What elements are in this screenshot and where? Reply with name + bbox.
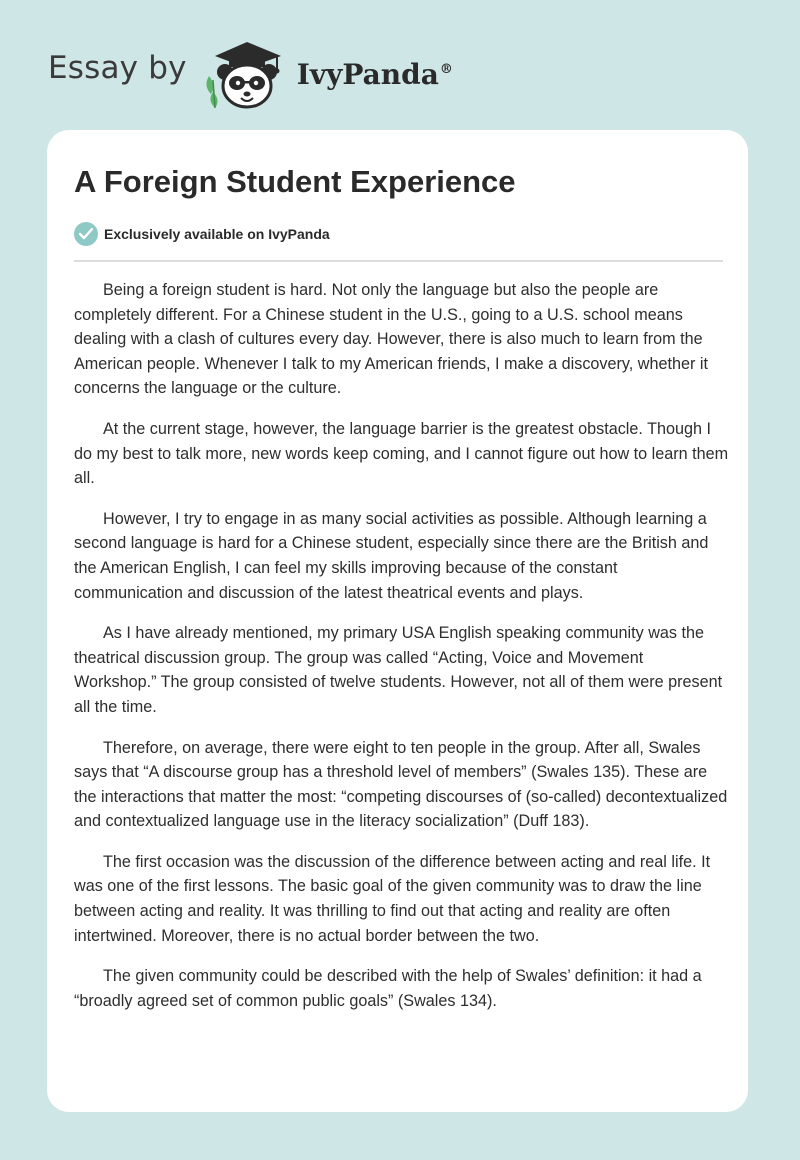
paragraph: The first occasion was the discussion of the difference between acting and real life. It was one of the first lessons. The basic goal of the given community was to draw the line between acting and reality. It was thrilling to find out that acting and reality are often intertwined. Moreover, there is no actual border between the two. xyxy=(74,852,711,945)
essay-body xyxy=(74,278,729,1029)
paragraph: The given community could be described with the help of Swales’ definition: it had a “broadly agreed set of common public goals” (Swales 134). xyxy=(74,967,702,1010)
paragraph: Being a foreign student is hard. Not only the language but also the people are completely different. For a Chinese student in the U.S., going to a U.S. school means dealing with a clash of cultures every day. However, there is also much to learn from the American people. Whenever I talk to my American friends, I make a discovery, whether it concerns the language or the culture. xyxy=(74,281,708,398)
essay-title: A Foreign Student Experience xyxy=(74,164,516,199)
paragraph: However, I try to engage in as many social activities as possible. Although learning a second language is hard for a Chinese student, especially since there are the British and the American English, I can feel my skills improving because of the constant communication and discussion of the latest theatrical events and plays. xyxy=(74,509,709,602)
check-circle-icon xyxy=(74,222,98,246)
paragraph: Therefore, on average, there were eight to ten people in the group. After all, Swales says that “A discourse group has a threshold level of members” (Swales 135). These are the interactions that matter the most: “competing discourses of (so-called) decontextualized and contextualized language use in the literacy socialization” (Duff 183). xyxy=(74,738,728,831)
exclusive-badge xyxy=(74,222,330,246)
brand-name: IvyPanda® xyxy=(296,57,453,91)
site-brand[interactable] xyxy=(48,34,453,114)
exclusive-label: Exclusively available on IvyPanda xyxy=(104,226,330,242)
essay-card xyxy=(47,130,748,1112)
registered-mark: ® xyxy=(439,62,453,78)
divider xyxy=(74,260,723,262)
paragraph: At the current stage, however, the language barrier is the greatest obstacle. Though I do my best to talk more, new words keep coming, and I cannot figure out how to learn them all. xyxy=(74,419,729,488)
essay-by-label: Essay by xyxy=(48,50,187,86)
paragraph: As I have already mentioned, my primary USA English speaking community was the theatrical discussion group. The group was called “Acting, Voice and Movement Workshop.” The group consisted of twelve students. However, not all of them were present all the time. xyxy=(74,624,723,716)
panda-graduate-logo-icon xyxy=(201,36,293,112)
